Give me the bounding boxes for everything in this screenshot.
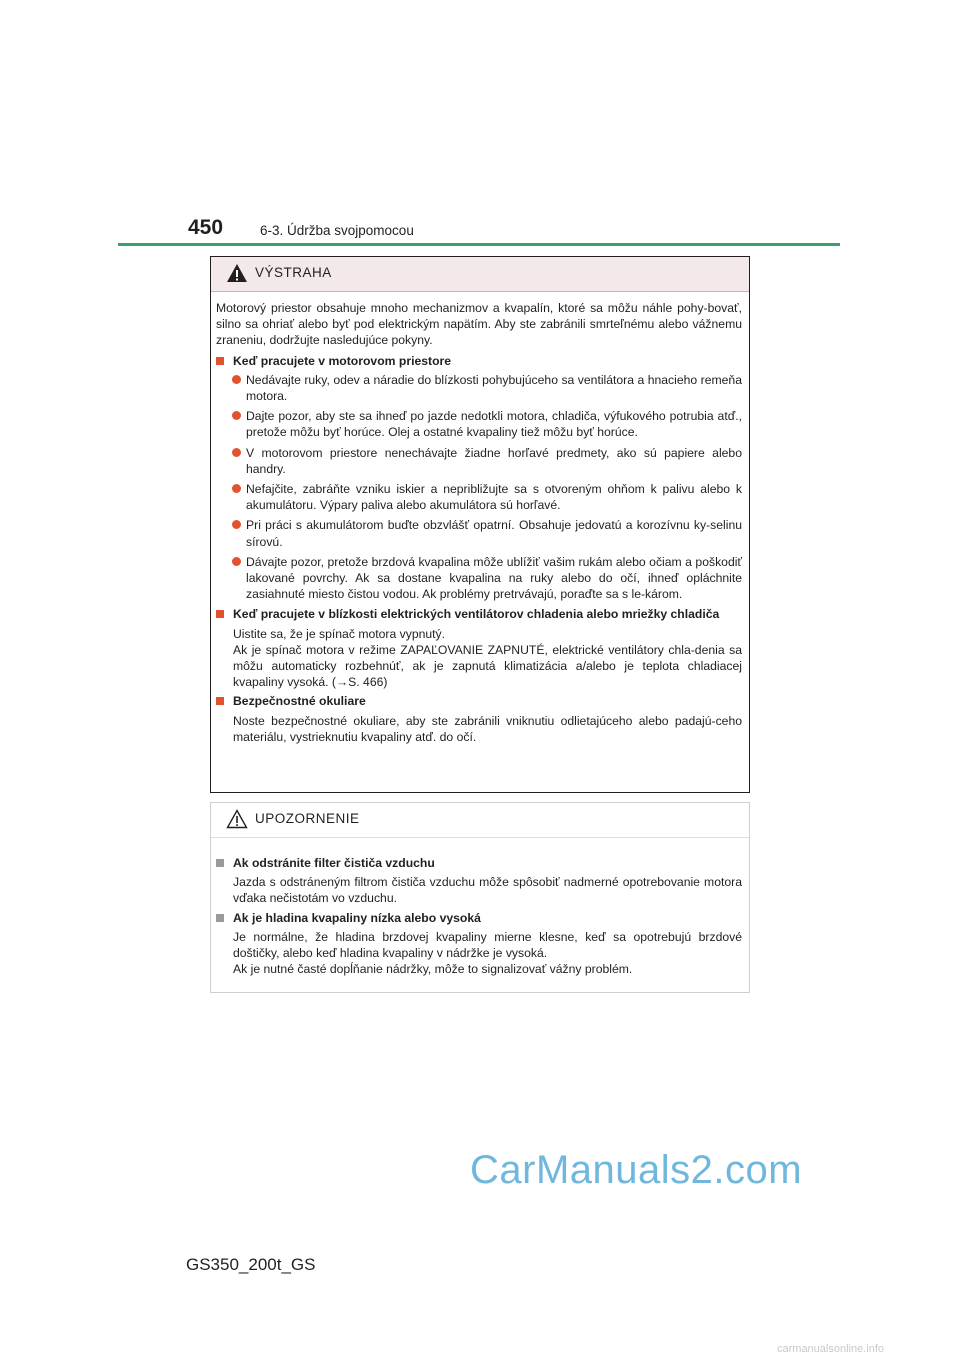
list-item: Dajte pozor, aby ste sa ihneď po jazde nedotkli motora, chladiča, výfukového potrubia atď., pretože môžu byť horúce. Olej a ostatné kvapaliny tiež môžu byť horúce. <box>216 408 742 440</box>
paragraph: Jazda s odstráneným filtrom čističa vzduchu môže spôsobiť nadmerné opotrebovanie motora vďaka nečistotám vo vzduchu. <box>233 875 742 906</box>
warning-box <box>210 256 750 793</box>
warning-intro: Motorový priestor obsahuje mnoho mechanizmov a kvapalín, ktoré sa môžu náhle pohy-bovať, silno sa ohriať alebo byť pod elektrickým napätím. Aby ste zabránili smrteľnému alebo vážnemu zraneniu, dodržujte nasledujúce pokyny. <box>216 301 742 348</box>
caution-box <box>210 802 750 993</box>
paragraph: Ak je nutné časté dopĺňanie nádržky, môže to signalizovať vážny problém. <box>233 962 633 977</box>
paragraph: Uistite sa, že je spínač motora vypnutý. <box>233 626 446 641</box>
paragraph: Noste bezpečnostné okuliare, aby ste zabránili vniknutiu odlietajúceho alebo padajú-ceho materiálu, vystrieknutiu kvapaliny atď. do očí. <box>233 713 742 744</box>
list-item: Dávajte pozor, pretože brzdová kvapalina môže ublížiť vašim rukám alebo očiam a poškodiť lakované povrchy. Ak sa dostane kvapalina na ruky alebo do očí, ihneď opláchnite zasiahnuté miesto čistou vodou. Ak problémy pretrvávajú, poraďte sa s le-károm. <box>216 554 742 603</box>
bullet-icon <box>232 448 241 457</box>
paragraph: Ak je spínač motora v režime ZAPAĽOVANIE ZAPNUTÉ, elektrické ventilátory chla-denia sa môžu automaticky rozbehnúť, ak je zapnutá klimatizácia a/alebo je teplota chladiacej kvapaliny vysoká. (→S. 466) <box>233 642 742 690</box>
caution-subheading: Ak odstránite filter čističa vzduchu <box>216 855 742 871</box>
warning-title: VÝSTRAHA <box>255 265 332 280</box>
caution-triangle-icon <box>226 809 248 829</box>
watermark-logo: CarManuals2.com <box>470 1148 803 1192</box>
warning-subheading: Bezpečnostné okuliare <box>216 693 742 709</box>
page-header <box>188 216 838 246</box>
warning-subheading: Keď pracujete v motorovom priestore <box>216 353 742 369</box>
warning-triangle-icon <box>226 263 248 283</box>
bullet-icon <box>232 484 241 493</box>
caution-subheading: Ak je hladina kvapaliny nízka alebo vysoká <box>216 910 742 926</box>
warning-header <box>211 257 749 292</box>
paragraph: Je normálne, že hladina brzdovej kvapaliny mierne klesne, keď sa opotrebujú brzdové doštičky, alebo keď hladina kvapaliny v nádržke je vysoká. <box>233 929 742 961</box>
bullet-icon <box>232 520 241 529</box>
bullet-icon <box>232 557 241 566</box>
list-item: Pri práci s akumulátorom buďte obzvlášť opatrní. Obsahuje jedovatú a korozívnu ky-selinu sírovú. <box>216 517 742 549</box>
list-item: V motorovom priestore nenechávajte žiadne horľavé predmety, ako sú papiere alebo handry. <box>216 445 742 477</box>
list-item: Nefajčite, zabráňte vzniku iskier a nepribližujte sa s otvoreným ohňom k palivu alebo k akumulátoru. Výpary paliva alebo akumulátora sú horľavé. <box>216 481 742 513</box>
footer-model-code: GS350_200t_GS <box>186 1255 316 1274</box>
caution-title: UPOZORNENIE <box>255 811 360 826</box>
list-item: Nedávajte ruky, odev a náradie do blízkosti pohybujúceho sa ventilátora a hnacieho remeňa motora. <box>216 372 742 404</box>
page-number: 450 <box>188 216 224 239</box>
footer-site-link[interactable]: carmanualsonline.info <box>777 1343 885 1355</box>
caution-header <box>211 803 749 838</box>
warning-subheading: Keď pracujete v blízkosti elektrických ventilátorov chladenia alebo mriežky chladiča <box>216 606 742 622</box>
bullet-icon <box>232 375 241 384</box>
header-rule <box>118 243 840 246</box>
section-title: 6-3. Údržba svojpomocou <box>260 223 414 238</box>
bullet-icon <box>232 411 241 420</box>
